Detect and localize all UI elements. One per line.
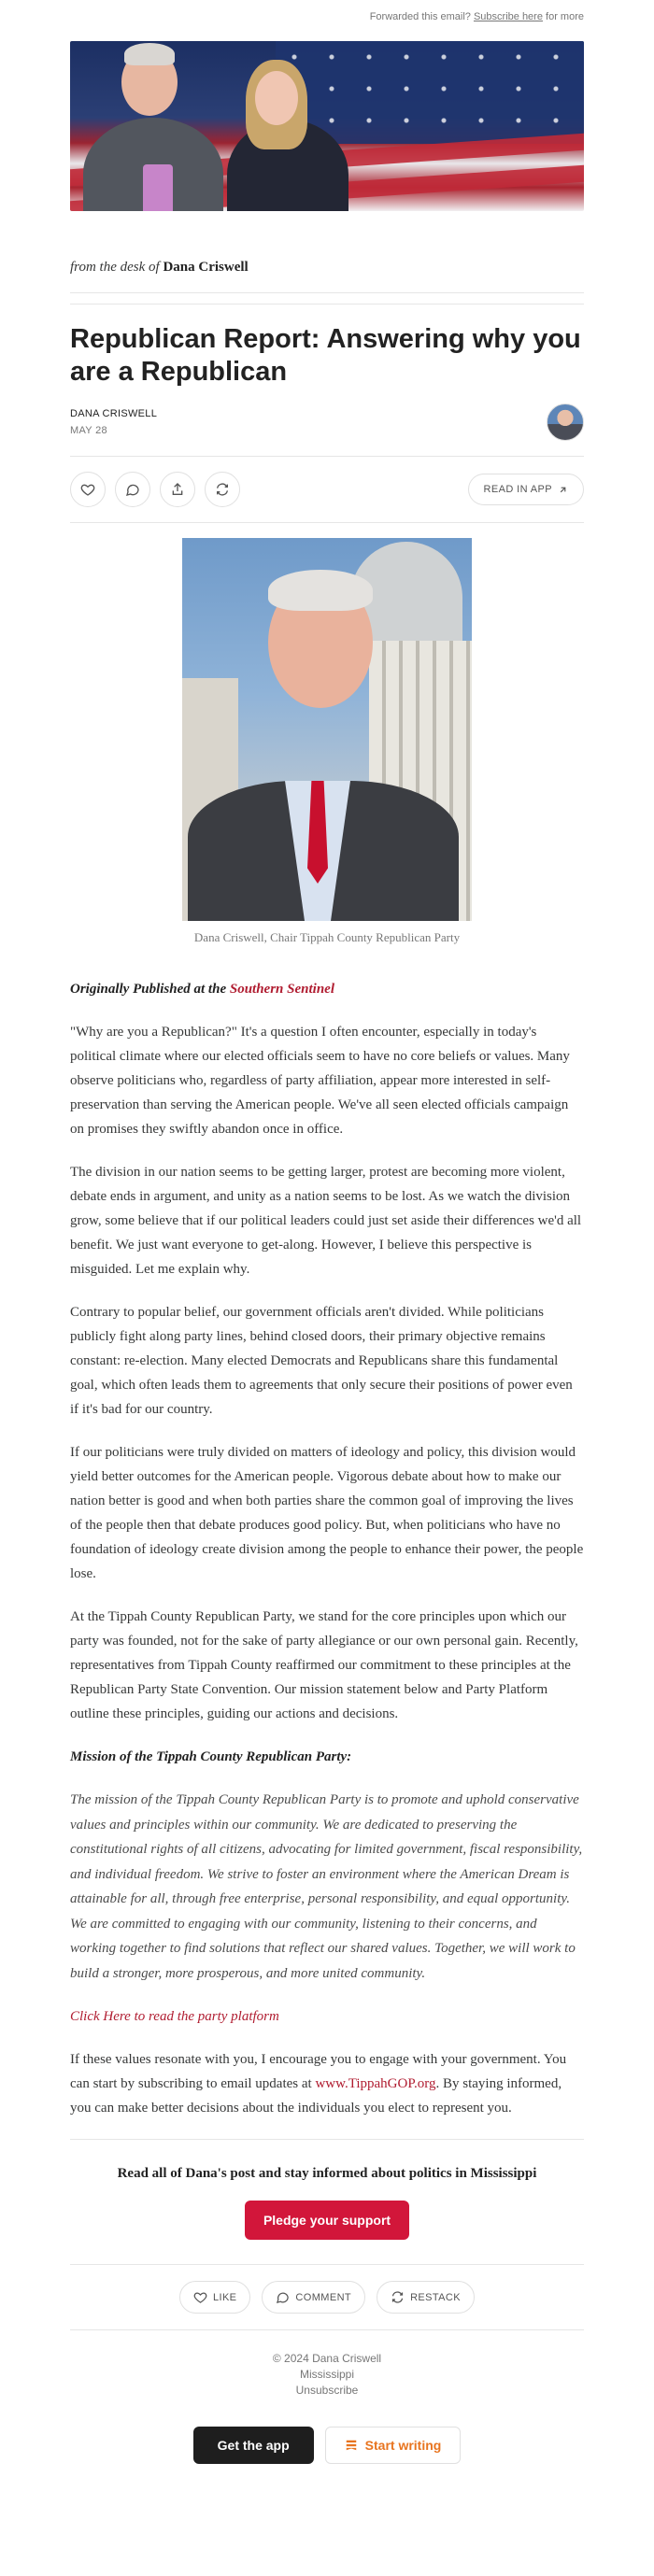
portrait-photo[interactable] (182, 538, 472, 921)
author-avatar[interactable] (547, 403, 584, 441)
comment-icon (125, 482, 140, 497)
mission-heading: Mission of the Tippah County Republican Party: (70, 1749, 352, 1764)
closing-text-end: . By staying informed, you can make better decisions about the individuals you elect to represent you. (70, 2076, 562, 2116)
location: Mississippi (299, 2368, 354, 2381)
start-writing-button[interactable] (325, 2427, 462, 2464)
desk-name: Dana Criswell (163, 260, 249, 275)
restack-button[interactable] (205, 472, 240, 507)
man-hair (124, 43, 175, 65)
tippahgop-link[interactable]: www.TippahGOP.org (315, 2076, 436, 2091)
closing-text: If these values resonate with you, I encourage you to engage with your government. You can start by subscribing to email updates at (70, 2052, 567, 2091)
paragraph: "Why are you a Republican?" It's a question I often encounter, especially in today's political climate where our elected officials seem to have no core beliefs or values. Many observe politicians who, regardless of party affiliation, appear more interested in self-preservation than serving the American people. We've all seen elected officials campaign on promises they swiftly abandon once in office. (70, 1025, 570, 1137)
engagement-bar (70, 2264, 584, 2330)
southern-sentinel-link[interactable]: Southern Sentinel (229, 982, 334, 997)
comment-label: COMMENT (295, 2291, 352, 2303)
paragraph: Contrary to popular belief, our government officials aren't divided. While politicians publicly fight along party lines, behind closed doors, their primary objective remains constant: re-election. Many elected Democrats and Republicans share this fundamental goal, which often leads them to agreements that only secure their positions of power even if it's bad for our country. (70, 1305, 573, 1417)
closing-paragraph (70, 2047, 584, 2120)
desk-prefix: from the desk of (70, 260, 160, 275)
read-in-app-button[interactable] (468, 474, 584, 505)
get-the-app-button[interactable]: Get the app (193, 2427, 314, 2464)
subscribe-link[interactable]: Subscribe here (473, 11, 543, 22)
heart-icon (80, 482, 95, 497)
app-buttons (70, 2427, 584, 2464)
restack-icon (391, 2290, 405, 2304)
like-label: LIKE (212, 2291, 237, 2303)
author-name[interactable]: DANA CRISWELL (70, 408, 158, 419)
paragraph: At the Tippah County Republican Party, we stand for the core principles upon which our party was founded, not for the sake of party allegiance or our own personal gain. Recently, representatives from Tippah County reaffirmed our commitment to these principles at the Republican Party State Convention. Our mission statement below and Party Platform outline these principles, guiding our actions and decisions. (70, 1609, 578, 1721)
preheader-suffix: for more (546, 11, 584, 22)
man-shirt (143, 164, 173, 211)
share-icon (170, 482, 185, 497)
post-date: MAY 28 (70, 425, 107, 436)
share-button[interactable] (160, 472, 195, 507)
from-the-desk (70, 260, 584, 293)
start-writing-label: Start writing (364, 2438, 442, 2453)
copyright: © 2024 Dana Criswell (272, 2352, 382, 2365)
writing-icon (345, 2439, 358, 2452)
comment-button[interactable] (115, 472, 150, 507)
cta-title: Read all of Dana's post and stay informed about politics in Mississippi (117, 2166, 537, 2181)
hair (268, 570, 373, 611)
restack-label: RESTACK (410, 2291, 462, 2303)
paragraph: The division in our nation seems to be getting larger, protest are becoming more violent, debate ends in argument, and unity as a nation seems to be lost. As we watch the division grow, some believe that if our political leaders could just set aside their differences we'd all benefit. We just want everyone to get-along. However, I believe this perspective is misguided. Let me explain why. (70, 1165, 582, 1277)
header-banner-image (70, 41, 584, 211)
party-platform-link[interactable]: Click Here to read the party platform (70, 2009, 279, 2024)
preheader-text: Forwarded this email? (369, 11, 471, 22)
byline (70, 403, 584, 457)
arrow-up-right-icon (558, 485, 568, 495)
post-actions (70, 457, 584, 523)
read-in-app-label: READ IN APP (483, 484, 552, 495)
photo-caption: Dana Criswell, Chair Tippah County Republican Party (193, 930, 461, 944)
pledge-support-button[interactable]: Pledge your support (245, 2201, 409, 2240)
post-title[interactable]: Republican Report: Answering why you are a Republican (70, 324, 581, 387)
comment-icon (276, 2290, 290, 2304)
paragraph: If our politicians were truly divided on matters of ideology and policy, this division would yield better outcomes for the American people. Vigorous debate about how to make our nation better is good and when both parties share the common goal of improving the lives of the people then that debate produces good policy. But, when politicians who have no foundation of ideology create division among the people to enhance their power, the people lose. (70, 1445, 584, 1581)
woman-head (255, 71, 298, 125)
preheader (70, 0, 584, 41)
like-pill-button[interactable] (179, 2281, 250, 2314)
subscribe-cta (70, 2139, 584, 2240)
article-body (70, 977, 584, 2120)
restack-pill-button[interactable] (377, 2281, 475, 2314)
email-column (70, 0, 584, 2464)
footer (70, 2351, 584, 2399)
action-icons (70, 472, 240, 507)
restack-icon (215, 482, 230, 497)
unsubscribe-link[interactable]: Unsubscribe (295, 2384, 359, 2397)
comment-pill-button[interactable] (262, 2281, 365, 2314)
mission-statement: The mission of the Tippah County Republican Party is to promote and uphold conservative values and principles within our community. We are dedicated to preserving the constitutional rights of all citizens, advocating for limited government, fiscal responsibility, and individual freedom. We strive to foster an environment where the American Dream is attainable for all, through free enterprise, personal responsibility, and equal opportunity. We are committed to engaging with our community, listening to their concerns, and working together to find solutions that reflect our shared values. Together, we will work to build a stronger, more prosperous, and more united community. (70, 1792, 583, 1981)
publication-note-prefix: Originally Published at the (70, 982, 227, 997)
like-button[interactable] (70, 472, 106, 507)
heart-icon (193, 2290, 207, 2304)
portrait-figure (70, 538, 584, 945)
publication-note (70, 977, 584, 1001)
byline-text (70, 408, 157, 436)
divider (70, 293, 584, 304)
